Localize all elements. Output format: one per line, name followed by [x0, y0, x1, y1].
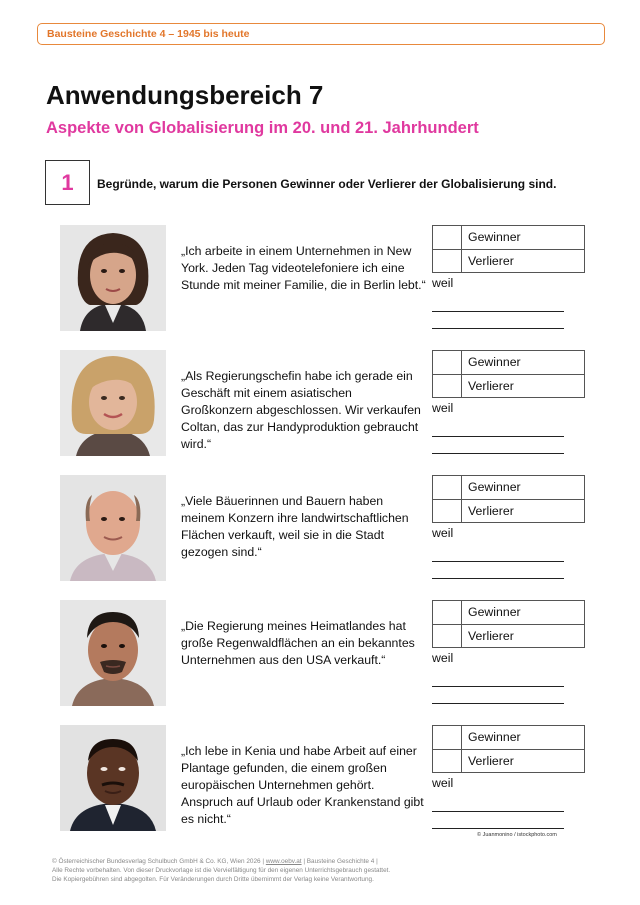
winner-option — [433, 726, 584, 749]
loser-label: Verlierer — [468, 379, 514, 393]
answer-line[interactable] — [432, 311, 564, 312]
loser-option — [433, 499, 584, 523]
footer — [52, 858, 390, 884]
loser-option — [433, 374, 584, 398]
loser-option — [433, 624, 584, 648]
task-number-box — [45, 160, 90, 205]
answer-line[interactable] — [432, 828, 564, 829]
person-row — [0, 475, 640, 595]
choice-table — [432, 475, 585, 523]
answer-line[interactable] — [432, 578, 564, 579]
page-subtitle: Aspekte von Globalisierung im 20. und 21. Jahrhundert — [46, 119, 479, 137]
choice-table — [432, 725, 585, 773]
portrait-photo — [60, 600, 166, 706]
because-label: weil — [432, 651, 454, 665]
series-label: Bausteine Geschichte 4 – 1945 bis heute — [47, 28, 250, 40]
photo-credit: © Juanmonino / istockphoto.com — [477, 832, 557, 838]
winner-option — [433, 351, 584, 374]
person-quote: „Ich arbeite in einem Unternehmen in New York. Jeden Tag videotelefoniere ich eine Stunde mit meiner Familie, die in Berlin lebt.“ — [181, 244, 426, 292]
winner-label: Gewinner — [468, 605, 521, 619]
because-label: weil — [432, 526, 454, 540]
footer-copyright: © Österreichischer Bundesverlag Schulbuch GmbH & Co. KG, Wien 2026 | — [52, 858, 266, 865]
winner-label: Gewinner — [468, 730, 521, 744]
loser-label: Verlierer — [468, 254, 514, 268]
loser-checkbox[interactable] — [433, 250, 462, 273]
answer-line[interactable] — [432, 686, 564, 687]
person-quote: „Die Regierung meines Heimatlandes hat große Regenwaldflächen an ein bekanntes Unternehmen aus den USA verkauft.“ — [181, 619, 415, 667]
choice-table — [432, 600, 585, 648]
winner-option — [433, 601, 584, 624]
winner-label: Gewinner — [468, 480, 521, 494]
winner-checkbox[interactable] — [433, 476, 462, 499]
footer-line-1 — [52, 858, 390, 867]
loser-label: Verlierer — [468, 629, 514, 643]
footer-line-2: Alle Rechte vorbehalten. Von dieser Druckvorlage ist die Vervielfältigung für den eigenen Unterrichtsgebrauch gestattet. — [52, 866, 391, 874]
person-row — [0, 350, 640, 470]
task-instruction: Begründe, warum die Personen Gewinner oder Verlierer der Globalisierung sind. — [97, 177, 557, 191]
winner-checkbox[interactable] — [433, 226, 462, 249]
loser-checkbox[interactable] — [433, 750, 462, 773]
winner-checkbox[interactable] — [433, 726, 462, 749]
loser-label: Verlierer — [468, 504, 514, 518]
because-label: weil — [432, 276, 454, 290]
answer-line[interactable] — [432, 328, 564, 329]
loser-option — [433, 749, 584, 773]
person-row — [0, 725, 640, 845]
winner-checkbox[interactable] — [433, 601, 462, 624]
footer-series: | Bausteine Geschichte 4 | — [301, 858, 378, 865]
answer-line[interactable] — [432, 436, 564, 437]
person-quote: „Ich lebe in Kenia und habe Arbeit auf einer Plantage gefunden, die einem großen europäischen Unternehmen gehört. Anspruch auf Urlaub oder Krankenstand gibt es nicht.“ — [181, 744, 424, 826]
header-bar — [37, 23, 605, 45]
answer-line[interactable] — [432, 811, 564, 812]
task-number: 1 — [61, 169, 74, 195]
person-quote: „Viele Bäuerinnen und Bauern haben meinem Konzern ihre landwirtschaftlichen Flächen verkauft, weil sie in die Stadt gezogen sind.“ — [181, 494, 409, 559]
portrait-photo — [60, 350, 166, 456]
page-title: Anwendungsbereich 7 — [46, 80, 324, 110]
loser-option — [433, 249, 584, 273]
choice-table — [432, 225, 585, 273]
answer-line[interactable] — [432, 453, 564, 454]
because-label: weil — [432, 776, 454, 790]
because-label: weil — [432, 401, 454, 415]
winner-option — [433, 476, 584, 499]
answer-line[interactable] — [432, 561, 564, 562]
loser-label: Verlierer — [468, 754, 514, 768]
choice-table — [432, 350, 585, 398]
footer-line-3: Die Kopiergebühren sind abgegolten. Für Veränderungen durch Dritte übernimmt der Verlag keine Verantwortung. — [52, 875, 374, 883]
winner-label: Gewinner — [468, 230, 521, 244]
answer-line[interactable] — [432, 703, 564, 704]
winner-checkbox[interactable] — [433, 351, 462, 374]
portrait-photo — [60, 225, 166, 331]
winner-option — [433, 226, 584, 249]
loser-checkbox[interactable] — [433, 375, 462, 398]
winner-label: Gewinner — [468, 355, 521, 369]
loser-checkbox[interactable] — [433, 625, 462, 648]
person-row — [0, 600, 640, 720]
person-row — [0, 225, 640, 345]
loser-checkbox[interactable] — [433, 500, 462, 523]
portrait-photo — [60, 475, 166, 581]
portrait-photo — [60, 725, 166, 831]
publisher-link[interactable]: www.oebv.at — [265, 858, 302, 865]
person-quote: „Als Regierungschefin habe ich gerade ein Geschäft mit einem asiatischen Großkonzern abgeschlossen. Wir verkaufen Coltan, das zur Handyproduktion gebraucht wird.“ — [181, 369, 421, 451]
